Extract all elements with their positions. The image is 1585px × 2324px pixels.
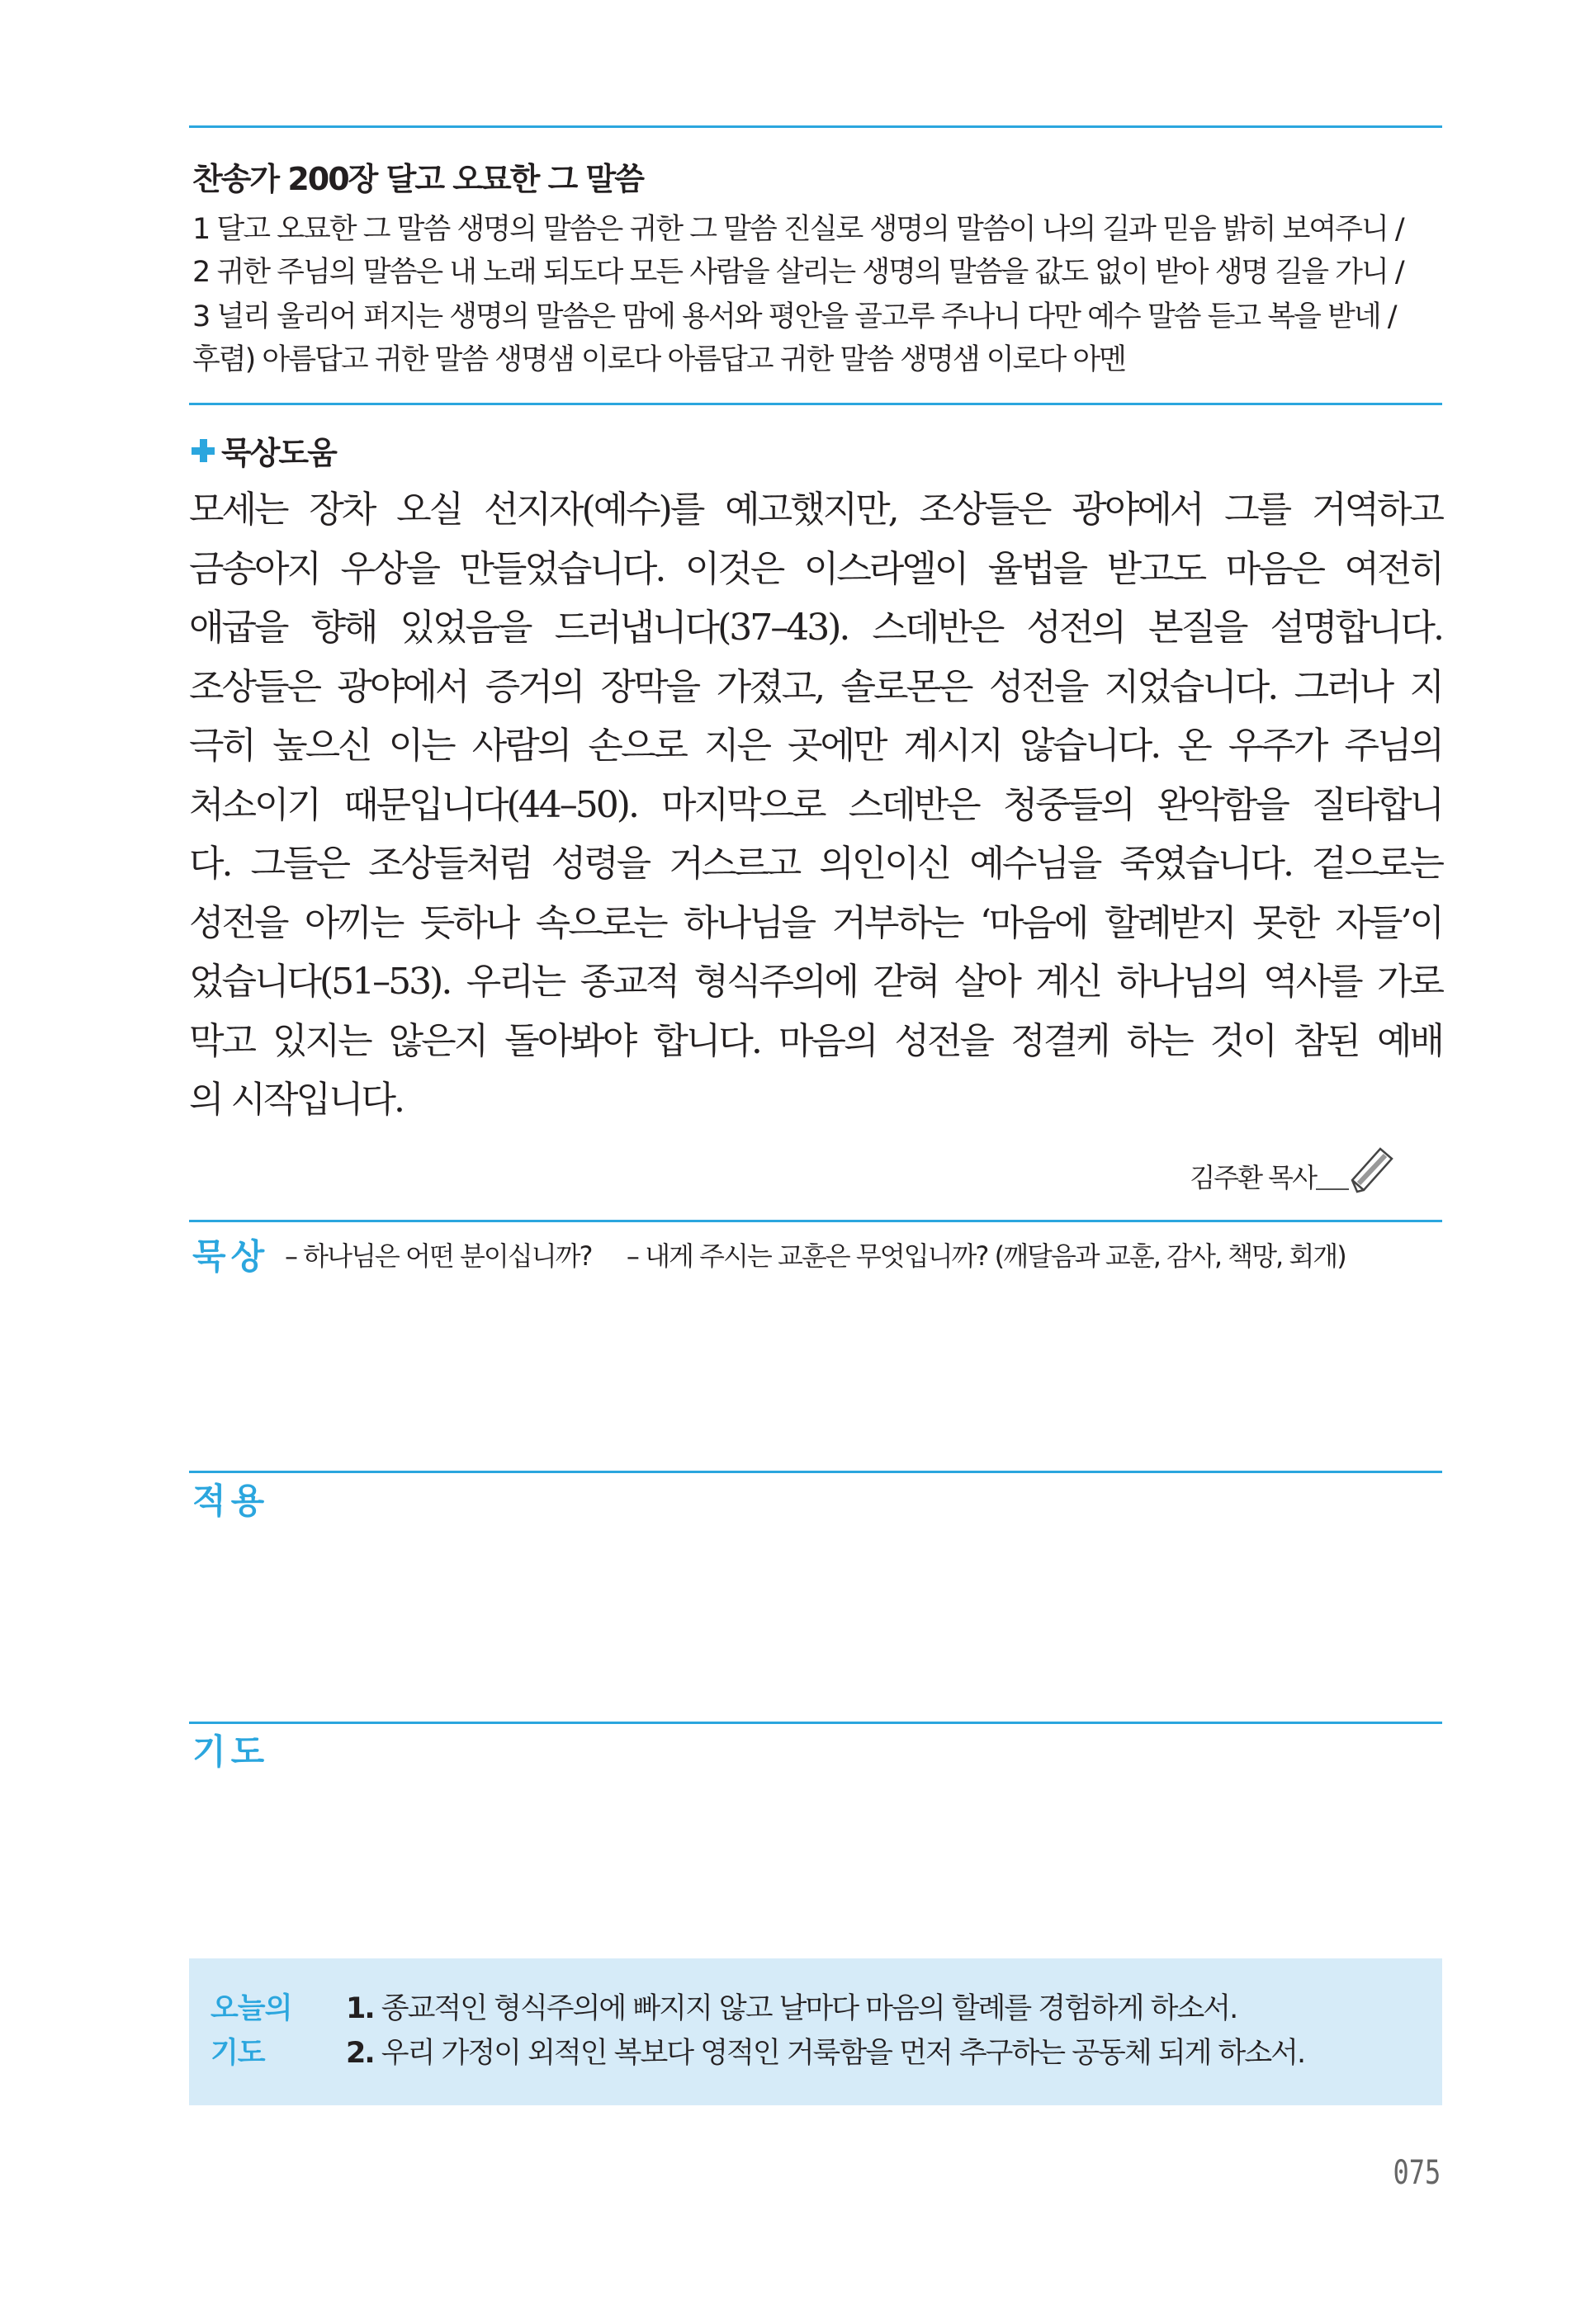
- todays-prayer-list: [346, 1986, 1304, 2076]
- hymn-line: 1 달고 오묘한 그 말씀 생명의 말씀은 귀한 그 말씀 진실로 생명의 말씀이 나의 길과 믿음 밝히 보여주니 /: [192, 213, 1403, 246]
- prayer-item-text: 종교적인 형식주의에 빠지지 않고 날마다 마음의 할례를 경험하게 하소서.: [373, 1992, 1237, 2025]
- body-line: 모세는 장차 오실 선지자(예수)를 예고했지만, 조상들은 광야에서 그를 거역하고: [189, 489, 1442, 531]
- prayer-item: [346, 1986, 1304, 2031]
- signature-line: [1316, 1188, 1349, 1190]
- body-line: 성전을 아끼는 듯하나 속으로는 하나님을 거부하는 ‘마음에 할례받지 못한 자들’이: [189, 901, 1442, 944]
- body-line: 조상들은 광야에서 증거의 장막을 가졌고, 솔로몬은 성전을 지었습니다. 그러나 지: [189, 665, 1442, 708]
- top-divider: [189, 125, 1442, 128]
- prayer-divider: [189, 1722, 1442, 1724]
- body-line: 애굽을 향해 있었음을 드러냅니다(37–43). 스데반은 성전의 본질을 설명합니다.: [189, 607, 1442, 649]
- meditation-divider: [189, 1220, 1442, 1222]
- todays-prayer-box: [189, 1958, 1442, 2105]
- body-line: 다. 그들은 조상들처럼 성령을 거스르고 의인이신 예수님을 죽였습니다. 겉으로는: [189, 843, 1442, 885]
- prayer-label: 기도: [192, 1731, 270, 1772]
- hymn-title: 찬송가 200장 달고 오묘한 그 말씀: [192, 161, 643, 197]
- application-divider: [189, 1471, 1442, 1473]
- meditation-question-2: – 내게 주시는 교훈은 무엇입니까? (깨달음과 교훈, 감사, 책망, 회개): [626, 1240, 1346, 1272]
- meditation-help-title: 묵상도움: [221, 435, 336, 471]
- page-number: 075: [1393, 2154, 1441, 2192]
- hymn-line: 후렴) 아름답고 귀한 말씀 생명샘 이로다 아름답고 귀한 말씀 생명샘 이로다 아멘: [192, 343, 1125, 376]
- meditation-help-body: [189, 480, 1442, 1130]
- prayer-item-number: 2.: [346, 2037, 374, 2070]
- pencil-icon: [1349, 1145, 1395, 1195]
- application-label: 적용: [192, 1481, 270, 1521]
- meditation-label: 묵상: [192, 1236, 270, 1277]
- author-signature: [1190, 1145, 1395, 1195]
- plus-icon: [192, 439, 215, 462]
- todays-prayer-label: [211, 1986, 291, 2076]
- prayer-item-number: 1.: [346, 1992, 374, 2025]
- meditation-question-1: – 하나님은 어떤 분이십니까?: [285, 1240, 592, 1272]
- body-line: 극히 높으신 이는 사람의 손으로 지은 곳에만 계시지 않습니다. 온 우주가 주님의: [189, 725, 1442, 767]
- prayer-item-text: 우리 가정이 외적인 복보다 영적인 거룩함을 먼저 추구하는 공동체 되게 하소서.: [373, 2037, 1305, 2070]
- author-name: 김주환 목사: [1190, 1162, 1316, 1193]
- todays-prayer-label-line: 오늘의: [211, 1992, 292, 2025]
- prayer-item: [346, 2031, 1304, 2076]
- body-line: 금송아지 우상을 만들었습니다. 이것은 이스라엘이 율법을 받고도 마음은 여전히: [189, 547, 1442, 590]
- meditation-questions: [285, 1235, 1346, 1273]
- body-line: 처소이기 때문입니다(44–50). 마지막으로 스데반은 청중들의 완악함을 질타합니: [189, 783, 1442, 826]
- todays-prayer-label-line: 기도: [211, 2037, 265, 2070]
- hymn-line: 3 널리 울리어 퍼지는 생명의 말씀은 맘에 용서와 평안을 골고루 주나니 다만 예수 말씀 듣고 복을 받네 /: [192, 300, 1396, 333]
- body-line: 었습니다(51–53). 우리는 종교적 형식주의에 갇혀 살아 계신 하나님의 역사를 가로: [189, 961, 1442, 1003]
- hymn-divider: [189, 403, 1442, 405]
- body-line: 막고 있지는 않은지 돌아봐야 합니다. 마음의 성전을 정결케 하는 것이 참된 예배: [189, 1019, 1442, 1062]
- hymn-line: 2 귀한 주님의 말씀은 내 노래 되도다 모든 사람을 살리는 생명의 말씀을 값도 없이 받아 생명 길을 가니 /: [192, 256, 1403, 289]
- meditation-help-heading: [192, 427, 336, 473]
- body-line: 의 시작입니다.: [189, 1079, 403, 1121]
